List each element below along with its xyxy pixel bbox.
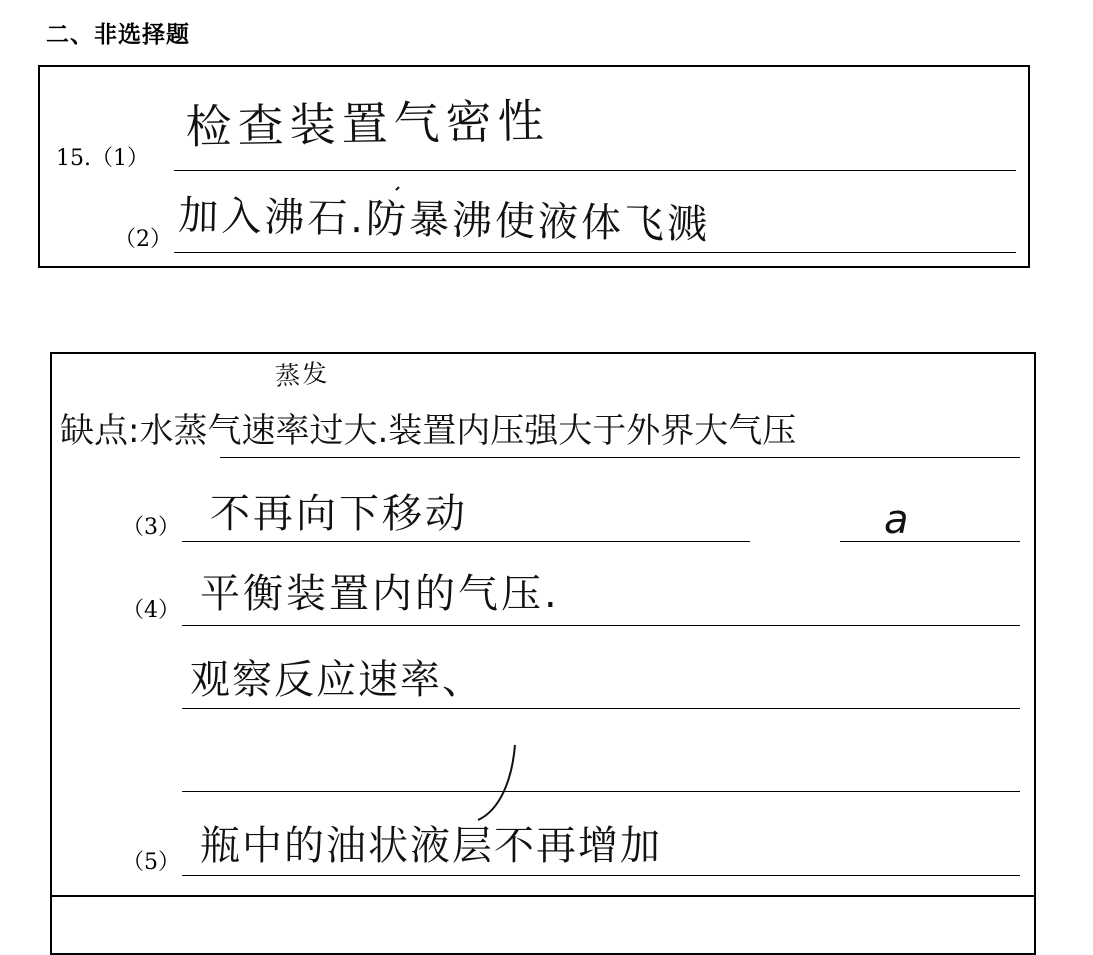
answer-line-3 [182,541,750,542]
handwritten-answer-15-2: 加入沸石.防暴沸使液体飞溅 [177,193,711,249]
question-part3-label: （3） [122,515,180,540]
handwritten-answer-3: 不再向下移动 [210,491,468,537]
handwritten-insertion-above: 蒸发 [274,358,331,391]
answer-line-main [220,457,1020,458]
handwritten-answer-15-1: 检查装置气密性 [185,93,551,154]
answer-line-4a [182,625,1020,626]
section-title: 二、非选择题 [46,22,190,48]
answer-line-blank [182,791,1020,792]
question-15-part2-label: （2） [114,227,172,252]
answer-line-5 [182,875,1020,876]
handwritten-answer-main: 缺点:水蒸气速率过大.装置内压强大于外界大气压 [60,411,797,451]
answer-line-15-2 [174,252,1016,253]
handwritten-answer-4a: 平衡装置内的气压. [200,571,560,617]
handwritten-answer-4b: 观察反应速率、 [190,657,484,703]
answer-line-4b [182,708,1020,709]
question-part4-label: （4） [122,598,180,623]
handwritten-answer-3b: a [884,497,909,543]
next-question-box-partial [50,895,1036,955]
question-15-part1-label: 15.（1） [56,146,149,171]
handwritten-answer-5: 瓶中的油状液层不再增加 [200,823,662,869]
question-part5-label: （5） [122,850,180,875]
answer-line-3b [840,541,1020,542]
answer-line-15-1 [174,170,1016,171]
